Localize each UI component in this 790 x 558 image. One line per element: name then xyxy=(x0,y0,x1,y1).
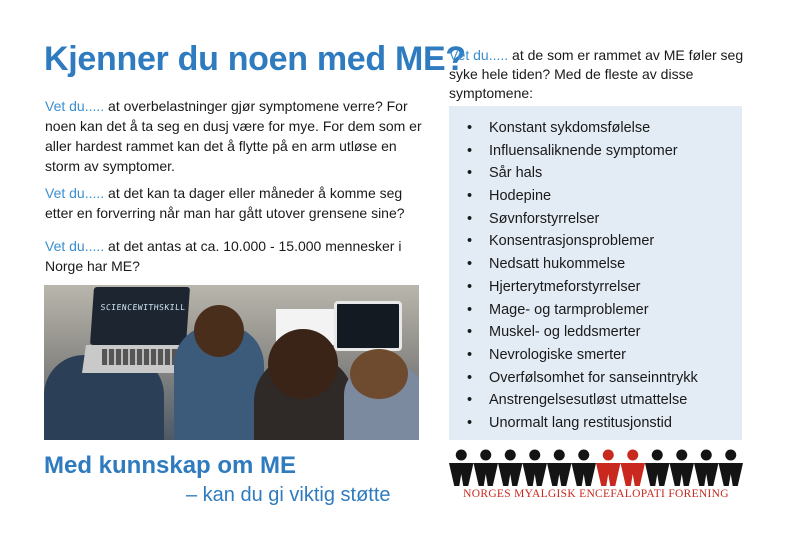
laptop-screen xyxy=(90,287,190,345)
list-item: • Mage- og tarmproblemer xyxy=(467,301,649,318)
list-item: • Unormalt lang restitusjonstid xyxy=(467,414,672,431)
figure-head xyxy=(652,450,663,461)
tablet xyxy=(334,301,402,351)
paragraph-antall xyxy=(45,236,425,276)
figure-head xyxy=(676,450,687,461)
laptop-keyboard xyxy=(102,349,182,365)
intro-text: at de som er rammet av ME føler seg syke hele tiden? Med de fleste av disse symptomene: xyxy=(449,47,744,101)
person-head xyxy=(194,305,244,357)
list-item: • Konsentrasjonsproblemer xyxy=(467,233,655,250)
list-item: • Anstrengelsesutløst utmattelse xyxy=(467,392,688,409)
list-item: • Søvnforstyrrelser xyxy=(467,210,600,227)
laptop-screen-text: SCIENCEWITHSKILL xyxy=(100,303,186,312)
vet-du-lead: Vet du..... xyxy=(45,238,105,254)
figure-head xyxy=(529,450,540,461)
list-item: • Muskel- og leddsmerter xyxy=(467,324,641,341)
figure-body xyxy=(670,463,695,486)
figure-head xyxy=(480,450,491,461)
tagline-main: Med kunnskap om ME xyxy=(44,452,297,479)
paragraph-overbelastning xyxy=(45,96,425,176)
list-item: • Influensaliknende symptomer xyxy=(467,142,678,159)
list-item: • Overfølsomhet for sanseinntrykk xyxy=(467,369,698,386)
person-head xyxy=(350,349,408,399)
figure-head xyxy=(725,450,736,461)
figure-body xyxy=(596,463,621,486)
figure-body xyxy=(498,463,523,486)
paragraph-text: at det antas at ca. 10.000 - 15.000 mennesker i Norge har ME? xyxy=(45,238,402,274)
list-item: • Konstant sykdomsfølelse xyxy=(467,120,651,136)
figure-head xyxy=(701,450,712,461)
figure-body xyxy=(621,463,646,486)
figure-head xyxy=(456,450,467,461)
page-title: Kjenner du noen med ME? xyxy=(44,40,466,78)
paragraph-text: at det kan ta dager eller måneder å komme seg etter en forverring når man har gått utover grensene sine? xyxy=(45,185,405,221)
figure-body xyxy=(523,463,548,486)
figure-body xyxy=(474,463,499,486)
organization-name: NORGES MYALGISK ENCEFALOPATI FORENING xyxy=(463,488,729,500)
group-photo xyxy=(44,285,419,440)
person-head xyxy=(268,329,338,399)
list-item: • Nevrologiske smerter xyxy=(467,346,626,363)
tagline-sub: – kan du gi viktig støtte xyxy=(186,484,391,506)
symptom-list xyxy=(467,117,698,435)
people-chain-icon xyxy=(449,448,743,488)
symptoms-intro xyxy=(449,46,749,103)
vet-du-lead: Vet du..... xyxy=(45,98,105,114)
list-item: • Hodepine xyxy=(467,188,552,205)
symptom-box xyxy=(449,106,742,440)
figure-body xyxy=(572,463,597,486)
list-item: • Nedsatt hukommelse xyxy=(467,256,626,273)
figure-head xyxy=(554,450,565,461)
figure-body xyxy=(694,463,719,486)
figure-body xyxy=(547,463,572,486)
figure-head xyxy=(578,450,589,461)
figure-head xyxy=(627,450,638,461)
vet-du-lead: Vet du..... xyxy=(45,185,105,201)
figure-body xyxy=(449,463,474,486)
figure-body xyxy=(645,463,670,486)
list-item: • Hjerterytmeforstyrrelser xyxy=(467,278,641,295)
figure-head xyxy=(505,450,516,461)
figure-body xyxy=(719,463,744,486)
vet-du-lead: Vet du..... xyxy=(449,47,509,63)
figure-head xyxy=(603,450,614,461)
paragraph-text: at overbelastninger gjør symptomene verre? For noen kan det å ta seg en dusj være for mye. For dem som er aller hardest rammet kan det å flytte på en arm utløse en storm av symptomer. xyxy=(45,98,422,174)
organization-logo xyxy=(449,448,743,504)
paragraph-forverring xyxy=(45,183,425,223)
list-item: • Sår hals xyxy=(467,165,543,182)
